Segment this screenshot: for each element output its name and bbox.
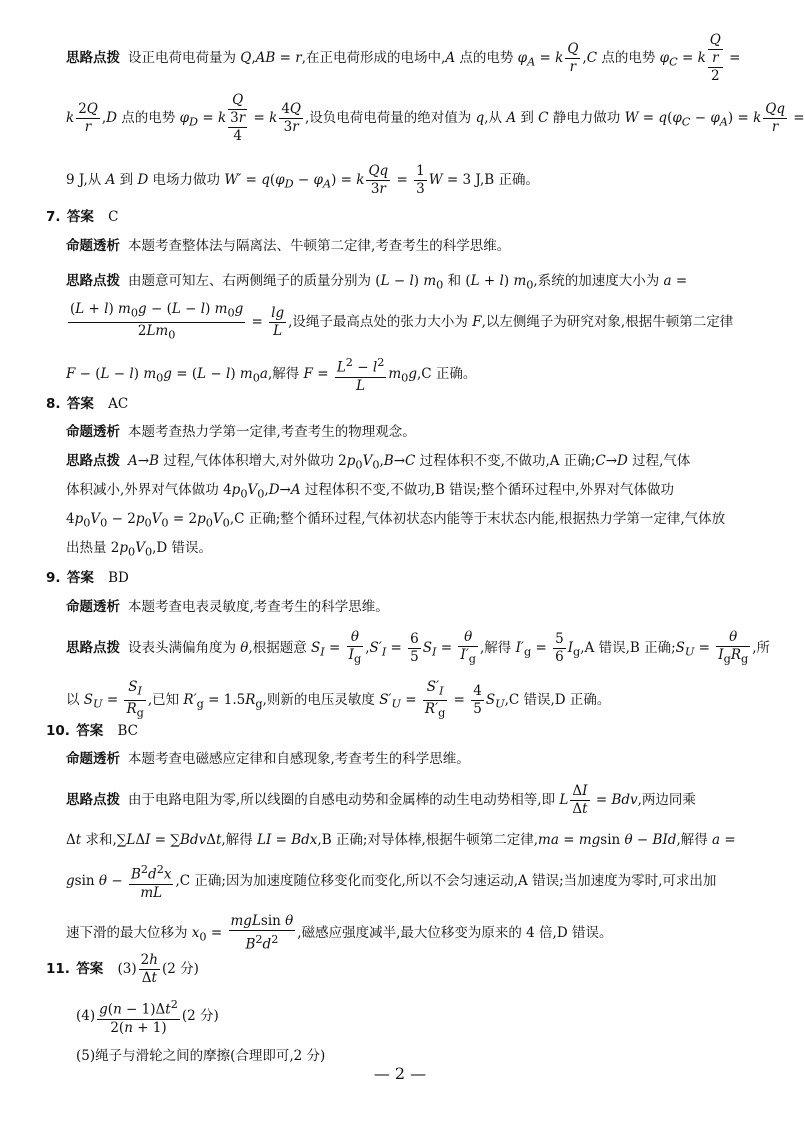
q6-line-2: k $\frac{2Q}{r}$ ,D 点的电势 $\varphi_D = k$ Q 3r 4 = k $\frac{4Q}{3r}$ ,设负电荷电荷量的绝对值为 q,从 A 到 C 静电力做功 $W = q(\varphi_C - \varphi_A) = k$ $\frac{Qq}{r}$ = xyxy=(66,92,805,144)
q6-solution xyxy=(66,32,805,206)
q10-line-2: Δt 求和,∑LΔI = ∑BdvΔt,解得 LI = Bdx,B 正确;对导体棒,根据牛顿第二定律,ma = mgsin θ − BId,解得 a = xyxy=(66,832,736,848)
q9-line-2: 以 $S_U$ = $\frac{S_I}{R_g}$ ,已知 $R'_g = 1.5R_g$,则新的电压灵敏度 $S'_U$ = $\frac{S'_I}{R'_g}$ = $\frac{4}{5}$ $S_U,C$ 错误,D 正确。 xyxy=(66,679,611,720)
q11-body xyxy=(76,990,766,1071)
q7-mingti: 命题透析 本题考查整体法与隔离法、牛顿第二定律,考查考生的科学思维。 xyxy=(66,238,511,254)
q7-line-3: F − (L − l) $m_0g = (L - l)$ $m_0a$,解得 F = $\frac{L^2 - l^2}{L}$ $m_0g,C$ 正确。 xyxy=(66,356,477,394)
q9-body xyxy=(66,593,770,726)
q10-answer: BC xyxy=(117,723,139,739)
q9-heading: 9. 答案 BD xyxy=(46,570,129,586)
q7-answer: C xyxy=(108,209,119,225)
q9-answer: BD xyxy=(108,570,129,586)
q10-mingti: 命题透析 本题考查电磁感应定律和自感现象,考查考生的科学思维。 xyxy=(66,751,470,767)
q8-line-3: $4p_0V_0 - 2p_0V_0 = 2p_0V_0,C$ 正确;整个循环过程,气体初状态内能等于末状态内能,根据热力学第一定律,气体放 xyxy=(66,511,726,530)
q7-heading: 7. 答案 C xyxy=(46,209,119,225)
q10-line-4: 速下滑的最大位移为 $x_0$ = $\frac{\text{mgLsin θ}}{B^2d^2}$ ,磁感应强度减半,最大位移变为原来的 4 倍,D 错误。 xyxy=(66,913,613,953)
q8-heading: 8. 答案 AC xyxy=(46,396,129,412)
page-number: — 2 — xyxy=(373,1064,427,1083)
q11-part3: (3) $\frac{2h}{\Delta t}$ (2 分) xyxy=(117,952,199,986)
q11-heading: 11. 答案 (3) $\frac{2h}{\Delta t}$ (2 分) xyxy=(46,952,199,986)
q7-line-1: 思路点拨 由题意可知左、右两侧绳子的质量分别为 (L − l) $m_0$ 和 (L + l) $m_0$,系统的加速度大小为 a = xyxy=(66,273,688,292)
q11-part4: (4) $\frac{g(n - 1)\Delta t^2}{2(n + 1)}$ (2 分) xyxy=(76,998,219,1036)
q6-line-1: 思路点拨 设正电荷电荷量为 Q,AB = r,在正电荷形成的电场中,A 点的电势 $\varphi_A = k$ $\frac{Q}{r}$ ,C 点的电势 $\varphi_C = k$ Q r 2 = xyxy=(66,32,741,84)
q10-line-3: gsin θ − $\frac{B^2d^2x}{mL}$ ,C 正确;因为加速度随位移变化而变化,所以不会匀速运动,A 错误;当加速度为零时,可求出加 xyxy=(66,863,717,901)
q8-mingti: 命题透析 本题考查热力学第一定律,考查考生的物理观念。 xyxy=(66,424,416,440)
q8-line-2: 体积减小,外界对气体做功 $4p_0V_0,D\to A$ 过程体积不变,不做功,B 错误;整个循环过程中,外界对气体做功 xyxy=(66,482,675,501)
q8-line-4: 出热量 $2p_0V_0,D$ 错误。 xyxy=(66,540,213,559)
q7-body xyxy=(66,232,756,400)
siluo-label: 思路点拨 xyxy=(66,50,120,66)
q8-line-1: 思路点拨 A→B 过程,气体体积增大,对外做功 $2p_0V_0,B\to C$ 过程体积不变,不做功,A 正确;C→D 过程,气体 xyxy=(66,453,691,472)
answer-label: 答案 xyxy=(66,209,94,225)
q11-part5: (5)绳子与滑轮之间的摩擦(合理即可,2 分) xyxy=(76,1048,326,1064)
q10-body xyxy=(66,745,756,959)
q6-line-3: 9 J,从 A 到 D 电场力做功 $W' = q(\varphi_D - \varphi_A) = k$ $\frac{Qq}{3r}$ = $\frac{1}{3}$ W = 3 J,B 正确。 xyxy=(66,163,539,197)
q9-line-1: 思路点拨 设表头满偏角度为 θ,根据题意 $S_I$ = $\frac{\theta}{I_g}$ $,S'_I$ = $\frac{6}{5}$ $S_I$ = $\frac{\theta}{I'_g}$ ,解得 $I'_g$ = $\frac{5}{6}$ $I_g,A$ 错误,B 正确$;S_U$ = $\frac{\theta}{I_gR_g}$ ,所 xyxy=(66,629,770,666)
q8-body xyxy=(66,418,756,563)
q10-heading: 10. 答案 BC xyxy=(46,723,139,739)
q7-line-2: $\frac{(L + l) m_0g - (L - l) m_0g}{2Lm_0}$ = $\frac{\lg}{L}$ ,设绳子最高点处的张力大小为 F,以左侧绳子为研究对象,根据牛顿第二定律 xyxy=(70,301,734,342)
q8-answer: AC xyxy=(108,396,129,412)
q9-mingti: 命题透析 本题考查电表灵敏度,考查考生的科学思维。 xyxy=(66,599,389,615)
q10-line-1: 思路点拨 由于电路电阻为零,所以线圈的自感电动势和金属棒的动生电动势相等,即 L $\frac{\Delta I}{\Delta t}$ = Bdv,两边同乘 xyxy=(66,783,696,817)
